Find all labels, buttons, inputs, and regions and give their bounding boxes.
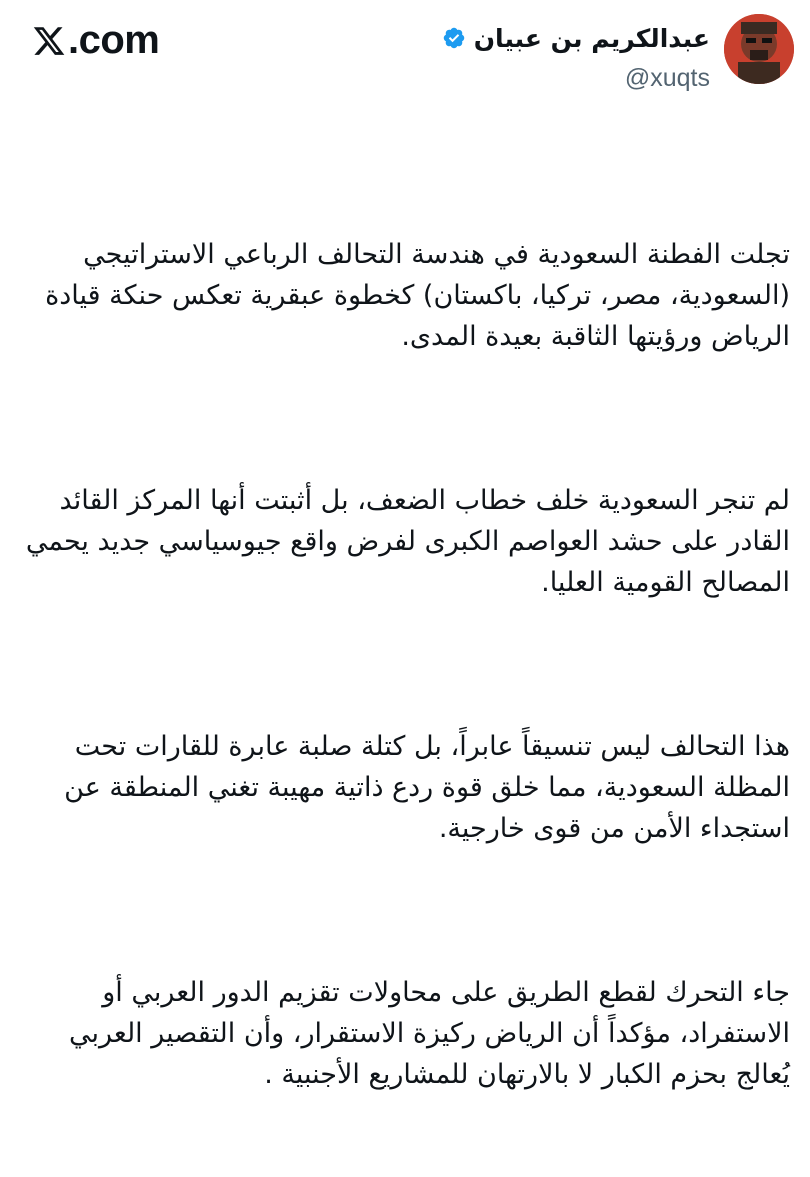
tweet-text <box>17 152 790 1177</box>
author-name[interactable]: عبدالكريم بن عبيان <box>473 23 710 53</box>
tweet-paragraph: جاء التحرك لقطع الطريق على محاولات تقزيم الدور العربي أو الاستفراد، مؤكداً أن الرياض ركيزة الاستقرار، وأن التقصير العربي يُعالج بحزم الكبار لا بالارتهان للمشاريع الأجنبية . <box>60 977 790 1090</box>
site-domain: .com <box>68 18 160 62</box>
site-label[interactable] <box>32 18 159 63</box>
avatar[interactable] <box>724 14 794 84</box>
tweet-paragraph: هذا التحالف ليس تنسيقاً عابراً، بل كتلة صلبة عابرة للقارات تحت المظلة السعودية، مما خلق قوة ردع ذاتية مهيبة تغني المنطقة عن استجداء الأمن من قوى خارجية. <box>55 731 790 844</box>
author-handle[interactable]: @xuqts <box>624 64 710 92</box>
author-block[interactable] <box>442 18 710 93</box>
tweet-paragraph: تجلت الفطنة السعودية في هندسة التحالف الرباعي الاستراتيجي (السعودية، مصر، تركيا، باكستان) كخطوة عبقرية تعكس حنكة قيادة الرياض ورؤيتها الثاقبة بعيدة المدى. <box>36 239 790 352</box>
tweet-header <box>0 0 810 130</box>
tweet-paragraph: لم تنجر السعودية خلف خطاب الضعف، بل أثبتت أنها المركز القائد القادر على حشد العواصم الكبرى لفرض واقع جيوسياسي جديد يحمي المصالح القومية العليا. <box>17 485 790 598</box>
avatar-image <box>724 14 794 84</box>
x-logo-icon <box>32 24 66 58</box>
verified-badge-icon <box>442 26 466 50</box>
